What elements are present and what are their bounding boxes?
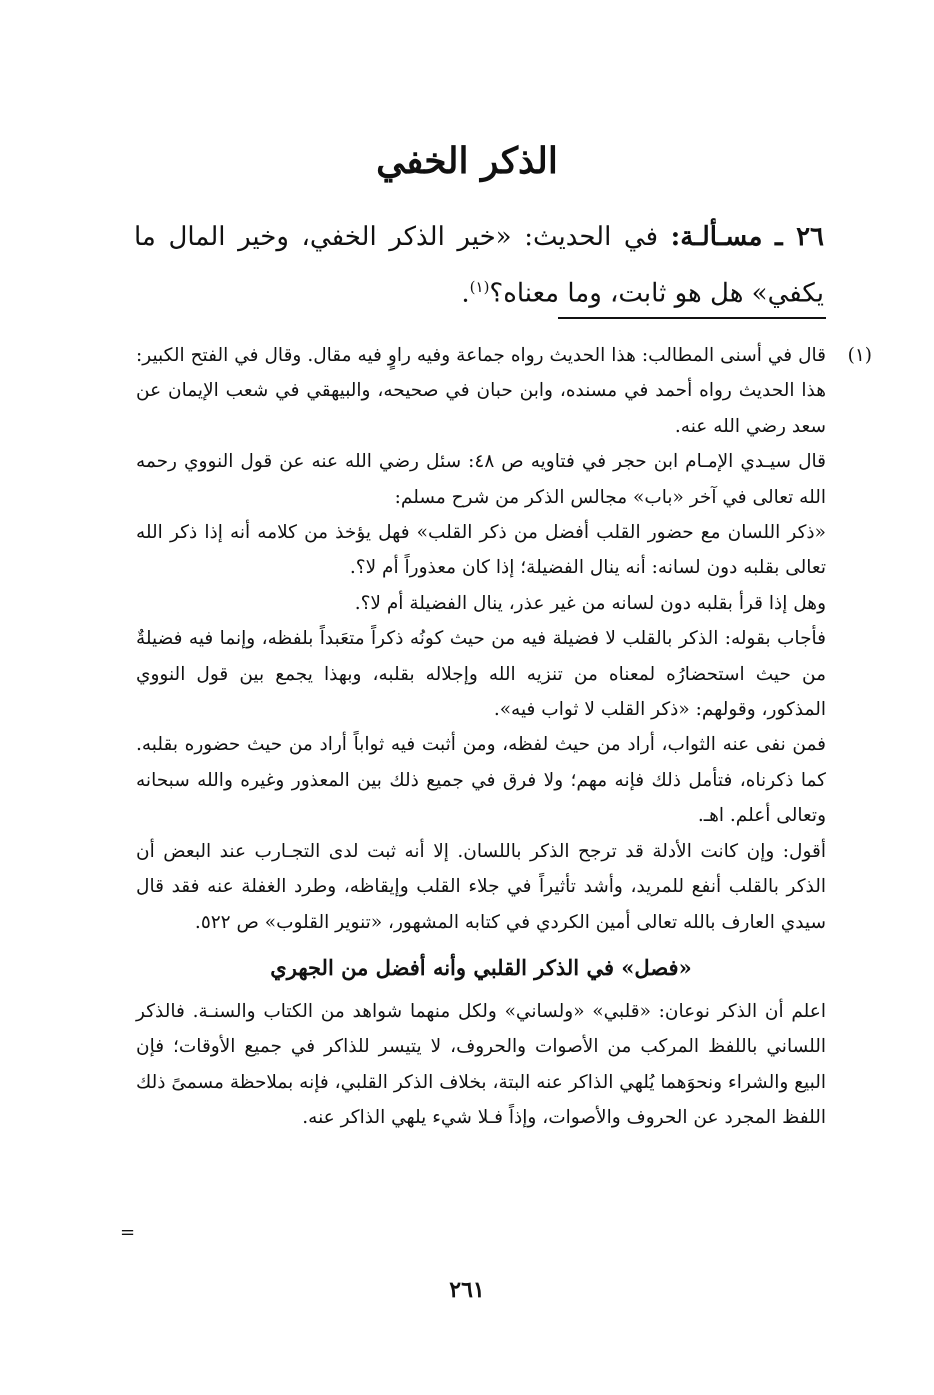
- footnote-paragraph: «ذكر اللسان مع حضور القلب أفضل من ذكر القلب» فهل يؤخذ من كلامه أنه إذا ذكر الله تعالى بقلبه دون لسانه: أنه ينال الفضيلة؛ إذا كان معذوراً أم لا؟.: [136, 522, 826, 579]
- footnote-separator: [558, 317, 826, 319]
- footnote-paragraph: قال سيـدي الإمـام ابن حجر في فتاويه ص ٤٨: سئل رضي الله عنه عن قول النووي رحمه الله تعالى في آخر «باب» مجالس الذكر من شرح مسلم:: [136, 451, 826, 508]
- question-end: .: [461, 278, 470, 309]
- question-label: مسـألـة:: [670, 222, 763, 252]
- footnote-paragraph: فمن نفى عنه الثواب، أراد من حيث لفظه، ومن أثبت فيه ثواباً أراد من حيث حضوره بقلبه. كما ذكرناه، فتأمل ذلك فإنه مهم؛ ولا فرق في جميع ذلك بين المعذور وغيره والله سبحانه وتعالى أعلم. اهـ.: [136, 734, 826, 827]
- footnote-paragraph: أقول: وإن كانت الأدلة قد ترجح الذكر باللسان. إلا أنه ثبت لدى التجـارب عند البعض أن الذكر بالقلب أنفع للمريد، وأشد تأثيراً في جلاء القلب وإيقاظه، وطرد الغفلة عنه فقد قال سيدي العارف بالله تعالى أمين الكردي في كتابه المشهور، «تنوير القلوب» ص ٥٢٢.: [136, 840, 826, 933]
- footnote-paragraph: وهل إذا قرأ بقلبه دون لسانه من غير عذر، ينال الفضيلة أم لا؟.: [354, 592, 826, 614]
- question-paragraph: [134, 212, 824, 319]
- footnote-marker: (١): [847, 345, 872, 366]
- footnote-paragraph: قال في أسنى المطالب: هذا الحديث رواه جماعة وفيه راوٍ فيه مقال. وقال في الفتح الكبير: هذا الحديث رواه أحمد في مسنده، وابن حبان في صحيحه، والبيهقي في شعب الإيمان عن سعد رضي الله عنه.: [136, 345, 826, 437]
- continuation-mark: =: [120, 1222, 136, 1243]
- footnote-paragraph: فأجاب بقوله: الذكر بالقلب لا فضيلة فيه من حيث كونُه ذكراً متعَبداً بلفظه، وإنما فيه فضيلةٌ من حيث استحضارُه لمعناه من تنزيه الله وإجلاله بقلبه، وبهذا يجمع بين قول النووي المذكور، وقولهم: «ذكر القلب لا ثواب فيه».: [136, 628, 826, 721]
- section-heading: «فصل» في الذكر القلبي وأنه أفضل من الجهري: [270, 954, 692, 980]
- section-paragraph: اعلم أن الذكر نوعان: «قلبي» «ولساني» ولكل منهما شواهد من الكتاب والسنـة. فالذكر اللساني باللفظ المركب من الأصوات والحروف، لا يتيسر للذاكر في جميع الأوقات؛ فإن البيع والشراء ونحوَهما يُلهي الذاكر عنه البتة، بخلاف الذكر القلبي، فإنه بملاحظة مسمىً ذلك اللفظ المجرد عن الحروف والأصوات، وإذاً فـلا شيء يلهي الذاكر عنه.: [136, 1000, 826, 1129]
- question-text: في الحديث: «خير الذكر الخفي، وخير المال ما يكفي» هل هو ثابت، وما معناه؟: [134, 222, 824, 309]
- question-number: ٢٦ ـ: [775, 222, 825, 252]
- chapter-title: الذكر الخفي: [376, 140, 558, 182]
- footnote-reference: (١): [469, 278, 490, 296]
- page-number: ٢٦١: [449, 1277, 485, 1303]
- footnote-block: [136, 338, 872, 1136]
